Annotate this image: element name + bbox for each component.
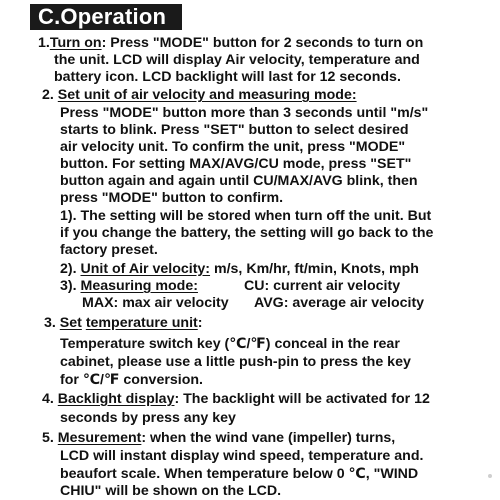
item-2-label: Unit of Air velocity: (80, 261, 211, 277)
section-1-number: 1. (38, 35, 50, 51)
section-2-heading: Set unit of air velocity and measuring mode: (57, 87, 357, 103)
section-1-line-2: the unit. LCD will display Air velocity, temperature and (54, 52, 420, 68)
section-1-text-1: Press "MODE" button for 2 seconds to turn on (110, 35, 424, 51)
section-1-line-1 (38, 35, 423, 52)
section-1-line-3: battery icon. LCD backlight will last for 12 seconds. (54, 69, 401, 85)
section-2-item-2 (60, 261, 419, 278)
section-4-heading: Backlight display (57, 391, 175, 407)
section-2-line-8: if you change the battery, the setting will go back to the (60, 225, 434, 241)
item-2-prefix: 2). (60, 261, 81, 277)
section-3-number: 3. (44, 315, 60, 331)
section-2-line-2: starts to blink. Press "SET" button to select desired (60, 122, 409, 138)
section-title: C.Operation (30, 4, 182, 30)
section-5-line-1: LCD will instant display wind speed, temperature and. (60, 448, 424, 464)
section-5-heading: Mesurement (57, 430, 142, 446)
item-3-max: MAX: max air velocity (82, 295, 229, 311)
item-3-avg: AVG: average air velocity (254, 295, 425, 311)
section-3-separator: : (197, 315, 203, 331)
section-1-heading: Turn on (49, 35, 102, 51)
page-dot-mark (488, 474, 492, 478)
section-2-line-3: air velocity unit. To confirm the unit, press "MODE" (60, 139, 406, 155)
section-2-line-6: press "MODE" button to confirm. (60, 190, 284, 206)
item-3-label: Measuring mode: (80, 278, 198, 294)
section-2-line-4: button. For setting MAX/AVG/CU mode, press "SET" (60, 156, 412, 172)
section-3-heading-temperature: temperature unit (85, 315, 198, 331)
section-3-heading-set: Set (59, 315, 82, 331)
section-1-separator: : (101, 35, 111, 51)
section-5-number: 5. (42, 430, 58, 446)
item-2-value: m/s, Km/hr, ft/min, Knots, mph (210, 261, 419, 277)
section-4-line-1: seconds by press any key (60, 410, 236, 426)
item-3-cu: CU: current air velocity (244, 278, 401, 294)
section-2-line-5: button again and again until CU/MAX/AVG blink, then (60, 173, 418, 189)
section-3-line-heading (44, 315, 203, 332)
section-2-line-9: factory preset. (60, 242, 158, 258)
section-5-line-heading (42, 430, 395, 447)
section-5-line-2: beaufort scale. When temperature below 0 ℃, "WIND (60, 466, 419, 482)
section-4-number: 4. (42, 391, 58, 407)
section-2-line-1: Press "MODE" button more than 3 seconds until "m/s" (60, 105, 429, 121)
section-4-text: : The backlight will be activated for 12 (174, 391, 430, 407)
section-2-item-3 (60, 278, 198, 295)
section-3-line-1: Temperature switch key (℃/℉) conceal in the rear (60, 336, 400, 352)
section-3-line-2: cabinet, please use a little push-pin to press the key (60, 354, 411, 370)
section-4-line-heading (42, 391, 430, 408)
section-5-line-3: CHIU" will be shown on the LCD. (60, 483, 282, 499)
item-3-prefix: 3). (60, 278, 81, 294)
section-2-line-heading (42, 87, 357, 104)
section-5-text: : when the wind vane (impeller) turns, (141, 430, 396, 446)
section-3-line-3: for ℃/℉ conversion. (60, 372, 203, 388)
section-2-number: 2. (42, 87, 54, 103)
section-2-line-7: 1). The setting will be stored when turn off the unit. But (60, 208, 432, 224)
